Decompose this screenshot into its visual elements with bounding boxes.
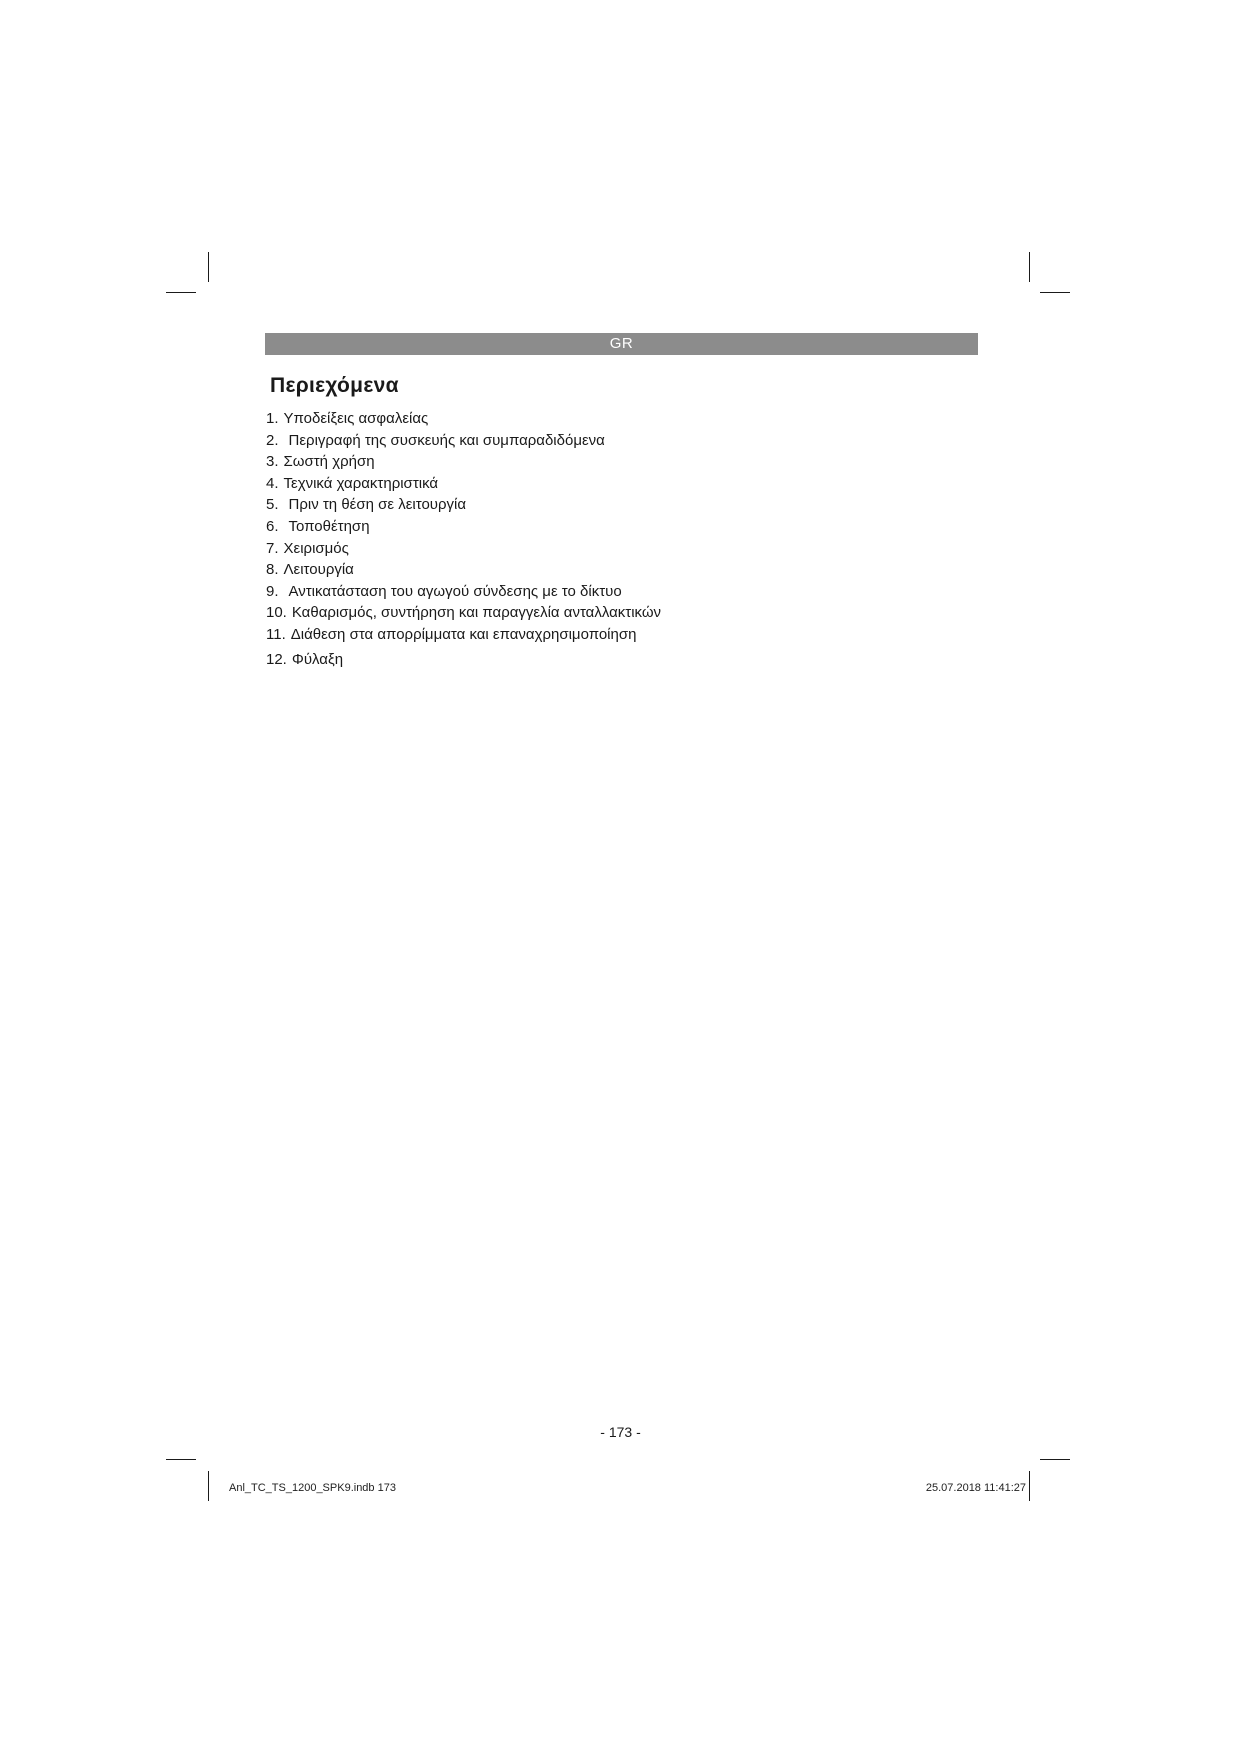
toc-item	[266, 624, 661, 646]
toc-item-number: 2.	[266, 431, 279, 449]
toc-item-label: Υποδείξεις ασφαλείας	[283, 410, 429, 427]
toc-item	[266, 602, 661, 624]
toc-item-label: Καθαρισμός, συντήρηση και παραγγελία ανταλλακτικών	[291, 604, 662, 622]
toc-item	[266, 451, 661, 473]
toc-item-number: 10.	[266, 604, 287, 622]
toc-item	[266, 408, 661, 430]
footer-timestamp: 25.07.2018 11:41:27	[925, 1482, 1026, 1494]
toc-item	[266, 516, 661, 538]
toc-item	[266, 494, 661, 516]
toc-item-label: Φύλαξη	[291, 650, 344, 668]
toc-item-label: Τοποθέτηση	[288, 517, 370, 535]
toc-item	[266, 559, 661, 581]
crop-mark-top-right-vertical	[1029, 252, 1030, 282]
toc-item-number: 7.	[266, 539, 279, 557]
toc-item-number: 6.	[266, 517, 279, 535]
toc-item	[266, 430, 661, 452]
toc-item-label: Διάθεση στα απορρίμματα και επαναχρησιμοποίηση	[290, 625, 637, 643]
crop-mark-top-right-horizontal	[1040, 292, 1070, 293]
toc-item-label: Σωστή χρήση	[283, 453, 375, 471]
toc-item-number: 4.	[266, 474, 279, 492]
toc-item-label: Περιγραφή της συσκευής και συμπαραδιδόμενα	[288, 431, 605, 449]
toc-item	[266, 649, 661, 671]
language-code: GR	[609, 335, 634, 352]
language-header-bar	[265, 333, 978, 355]
crop-mark-bottom-left-vertical	[208, 1471, 209, 1501]
toc-item	[266, 538, 661, 560]
page-title: Περιεχόμενα	[270, 374, 399, 397]
toc-item-label: Λειτουργία	[283, 561, 354, 579]
toc-item-number: 5.	[266, 496, 279, 514]
footer-file-info: Anl_TC_TS_1200_SPK9.indb 173	[229, 1482, 396, 1494]
crop-mark-top-left-vertical	[208, 252, 209, 282]
toc-item	[266, 473, 661, 495]
crop-mark-bottom-right-vertical	[1029, 1471, 1030, 1501]
toc-item-number: 3.	[266, 453, 279, 471]
toc-item-number: 1.	[266, 410, 279, 427]
crop-mark-bottom-right-horizontal	[1040, 1459, 1070, 1460]
table-of-contents	[266, 408, 661, 670]
toc-item-label: Τεχνικά χαρακτηριστικά	[283, 474, 439, 492]
crop-mark-top-left-horizontal	[166, 292, 196, 293]
toc-item-number: 11.	[266, 625, 286, 643]
toc-item	[266, 581, 661, 603]
page-number: - 173 -	[600, 1424, 641, 1440]
crop-mark-bottom-left-horizontal	[166, 1459, 196, 1460]
toc-item-number: 12.	[266, 650, 287, 668]
toc-item-number: 8.	[266, 561, 279, 579]
toc-item-label: Πριν τη θέση σε λειτουργία	[288, 496, 467, 514]
toc-item-number: 9.	[266, 582, 279, 600]
toc-item-label: Χειρισμός	[283, 539, 349, 557]
toc-item-label: Αντικατάσταση του αγωγού σύνδεσης με το δίκτυο	[288, 582, 622, 600]
